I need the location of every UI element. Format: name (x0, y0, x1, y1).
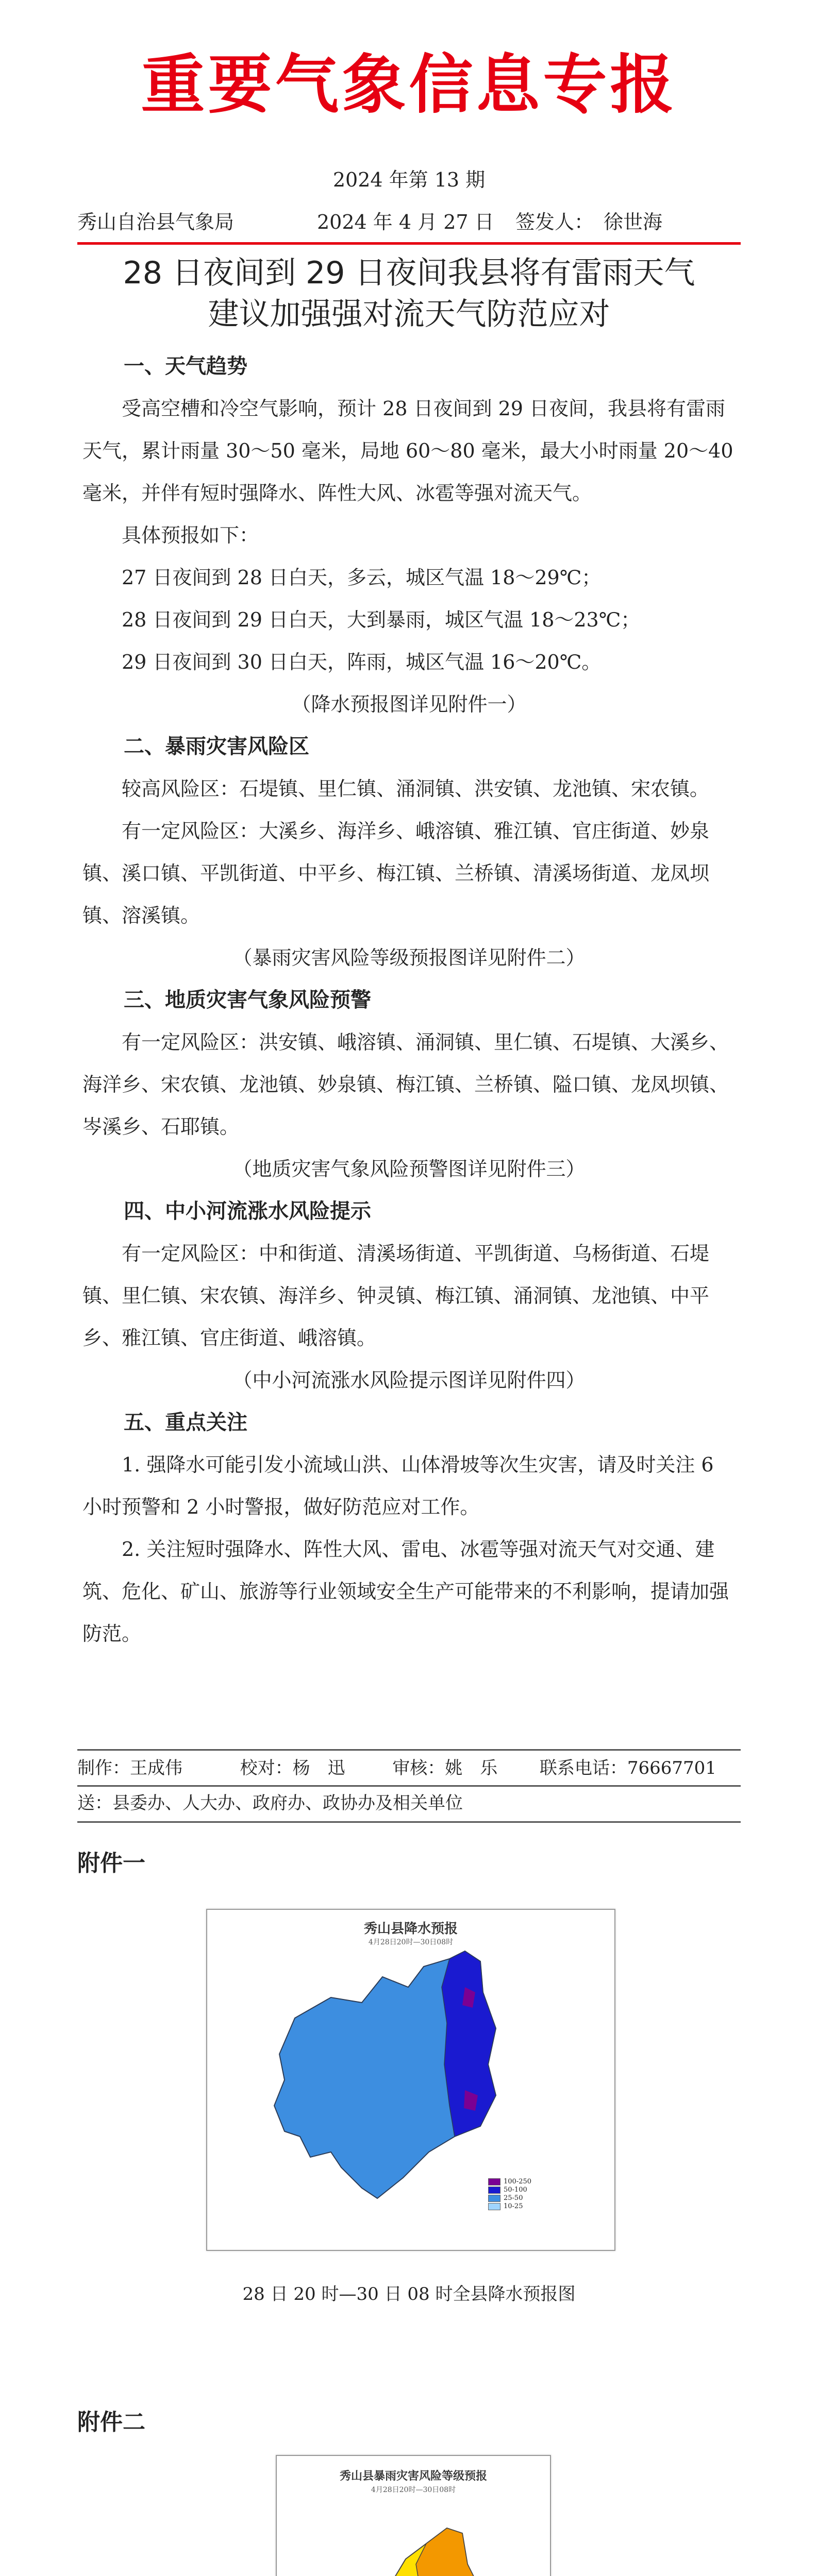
map-subtitle: 4月28日20时—30日08时 (368, 1938, 454, 1946)
note: （暴雨灾害风险等级预报图详见附件二） (232, 946, 586, 969)
county-map-graphic (277, 2456, 550, 2576)
legend-item: 100-250 (488, 2178, 531, 2186)
section-heading: 二、暴雨灾害风险区 (124, 735, 309, 758)
map-title: 秀山县降水预报 (363, 1921, 458, 1937)
paragraph: 具体预报如下： (122, 524, 259, 547)
county-map-graphic (207, 1910, 614, 2250)
paragraph: 受高空槽和冷空气影响，预计 28 日夜间到 29 日夜间，我县将有雷雨天气，累计雨量 30～50 毫米，局地 60～80 毫米，最大小时雨量 20～40 毫米，并伴有短时强降水、阵性大风、冰雹等强对流天气。 (82, 397, 733, 504)
attachment-label: 附件二 (77, 2409, 145, 2435)
paragraph: 较高风险区：石堤镇、里仁镇、涌洞镇、洪安镇、龙池镇、宋农镇。 (122, 777, 710, 800)
maker: 制作：王成伟 (77, 1758, 182, 1778)
headline-line2: 建议加强强对流天气防范应对 (208, 296, 610, 332)
legend-swatch (488, 2178, 500, 2185)
issuer: 秀山自治县气象局 (77, 211, 235, 233)
paragraph: 2. 关注短时强降水、阵性大风、雷电、冰雹等强对流天气对交通、建筑、危化、矿山、旅游等行业领域安全生产可能带来的不利影响，提请加强防范。 (82, 1538, 729, 1645)
headline-line1: 28 日夜间到 29 日夜间我县将有雷雨天气 (123, 255, 695, 291)
paragraph: 有一定风险区：洪安镇、峨溶镇、涌洞镇、里仁镇、石堤镇、大溪乡、海洋乡、宋农镇、龙池镇、妙泉镇、梅江镇、兰桥镇、隘口镇、龙凤坝镇、岑溪乡、石耶镇。 (82, 1031, 729, 1138)
section-heading: 四、中小河流涨水风险提示 (124, 1199, 371, 1223)
legend-item: 50-100 (488, 2186, 531, 2194)
map-legend (488, 2178, 531, 2211)
footer-credits (77, 1753, 741, 1784)
footer-bottom-rule (77, 1821, 741, 1823)
checker: 校对：杨 迅 (240, 1758, 345, 1778)
section-heading: 五、重点关注 (124, 1411, 247, 1434)
header-divider (77, 242, 741, 245)
rainstorm-risk-map (276, 2455, 551, 2576)
signer: 签发人： 徐世海 (515, 211, 663, 233)
map-title: 秀山县暴雨灾害风险等级预报 (339, 2470, 487, 2483)
footer-mid-rule (77, 1785, 741, 1787)
paragraph: 27 日夜间到 28 日白天，多云，城区气温 18～29℃； (122, 566, 602, 589)
attachment-label: 附件一 (77, 1850, 145, 1876)
report-body (82, 345, 736, 1655)
issue-date: 2024 年 4 月 27 日 (317, 211, 494, 233)
note: （中小河流涨水风险提示图详见附件四） (232, 1369, 586, 1392)
reviewer: 审核：姚 乐 (392, 1758, 498, 1778)
paragraph: 有一定风险区：中和街道、清溪场街道、平凯街道、乌杨街道、石堤镇、里仁镇、宋农镇、海洋乡、钟灵镇、梅江镇、涌洞镇、龙池镇、中平乡、雅江镇、官庄街道、峨溶镇。 (82, 1242, 710, 1349)
footer-top-rule (77, 1749, 741, 1751)
map-subtitle: 4月28日20时—30日08时 (371, 2486, 456, 2494)
legend-swatch (488, 2187, 500, 2194)
note: （地质灾害气象风险预警图详见附件三） (232, 1158, 586, 1180)
legend-item: 10-25 (488, 2202, 531, 2211)
phone: 联系电话：76667701 (539, 1758, 716, 1778)
map-caption: 28 日 20 时—30 日 08 时全县降水预报图 (242, 2284, 576, 2304)
report-title: 重要气象信息专报 (141, 48, 677, 122)
legend-swatch (488, 2203, 500, 2210)
paragraph: 29 日夜间到 30 日白天，阵雨，城区气温 16～20℃。 (122, 651, 602, 673)
section-heading: 一、天气趋势 (124, 354, 247, 378)
issue-number: 2024 年第 13 期 (332, 168, 486, 191)
legend-swatch (488, 2195, 500, 2202)
note: （降水预报图详见附件一） (291, 693, 527, 716)
paragraph: 有一定风险区：大溪乡、海洋乡、峨溶镇、雅江镇、官庄街道、妙泉镇、溪口镇、平凯街道、中平乡、梅江镇、兰桥镇、清溪场街道、龙凤坝镇、溶溪镇。 (82, 820, 710, 927)
section-heading: 三、地质灾害气象风险预警 (124, 988, 371, 1012)
paragraph: 1. 强降水可能引发小流域山洪、山体滑坡等次生灾害，请及时关注 6 小时预警和 2 小时警报，做好防范应对工作。 (82, 1453, 714, 1518)
paragraph: 28 日夜间到 29 日白天，大到暴雨，城区气温 18～23℃； (122, 608, 641, 631)
legend-item: 25-50 (488, 2194, 531, 2202)
precipitation-map (206, 1909, 615, 2251)
distribution: 送：县委办、人大办、政府办、政协办及相关单位 (77, 1793, 463, 1814)
